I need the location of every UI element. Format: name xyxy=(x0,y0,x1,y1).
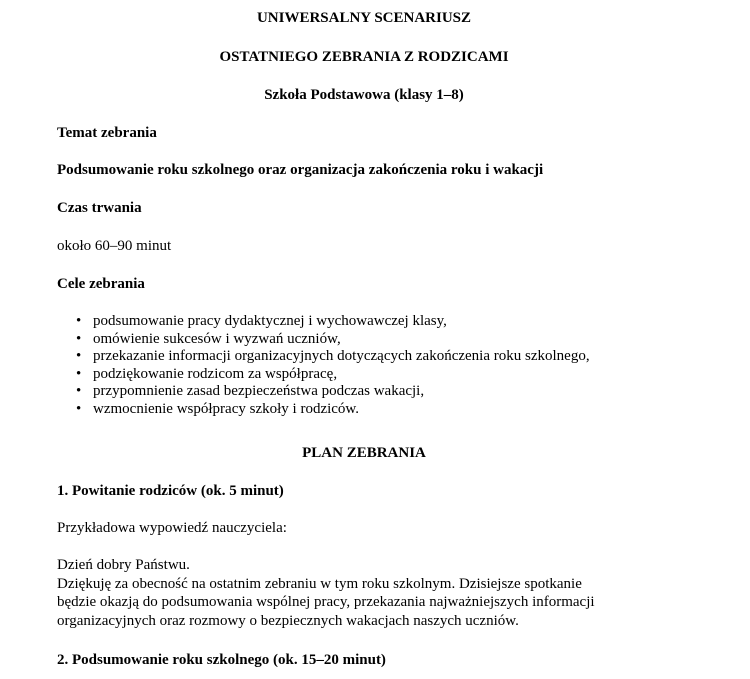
section-2-heading: 2. Podsumowanie roku szkolnego (ok. 15–20 minut) xyxy=(57,652,386,668)
speech-line: organizacyjnych oraz rozmowy o bezpiecznych wakacjach naszych uczniów. xyxy=(57,612,519,629)
goal-list-item: • przekazanie informacji organizacyjnych dotyczących zakończenia roku szkolnego, xyxy=(76,348,590,366)
topic-text: Podsumowanie roku szkolnego oraz organizacja zakończenia roku i wakacji xyxy=(57,162,544,178)
speech-line: Dzień dobry Państwu. xyxy=(57,557,190,573)
document-subtitle: Szkoła Podstawowa (klasy 1–8) xyxy=(264,87,464,103)
document-title-line-1: UNIWERSALNY SCENARIUSZ xyxy=(256,10,472,26)
goals-list xyxy=(76,313,590,419)
speech-line: Dziękuję za obecność na ostatnim zebraniu w tym roku szkolnym. Dzisiejsze spotkanie xyxy=(57,575,582,592)
plan-heading: PLAN ZEBRANIA xyxy=(302,445,426,461)
speech-line: będzie okazją do podsumowania wspólnej pracy, przekazania najważniejszych informacji xyxy=(57,594,595,610)
goal-list-item: • wzmocnienie współpracy szkoły i rodziców. xyxy=(76,401,590,419)
speech-paragraph xyxy=(57,556,737,630)
section-1-heading: 1. Powitanie rodziców (ok. 5 minut) xyxy=(57,483,284,499)
duration-text: około 60–90 minut xyxy=(57,238,172,254)
goal-list-item: • omówienie sukcesów i wyzwań uczniów, xyxy=(76,331,590,349)
duration-heading: Czas trwania xyxy=(57,200,142,216)
goal-list-item: • podsumowanie pracy dydaktycznej i wychowawczej klasy, xyxy=(76,313,590,331)
example-label: Przykładowa wypowiedź nauczyciela: xyxy=(57,520,287,536)
document-title-line-2: OSTATNIEGO ZEBRANIA Z RODZICAMI xyxy=(219,49,509,65)
topic-heading: Temat zebrania xyxy=(57,125,157,141)
goal-list-item: • przypomnienie zasad bezpieczeństwa podczas wakacji, xyxy=(76,383,590,401)
goals-heading: Cele zebrania xyxy=(57,276,145,292)
goal-list-item: • podziękowanie rodzicom za współpracę, xyxy=(76,366,590,384)
